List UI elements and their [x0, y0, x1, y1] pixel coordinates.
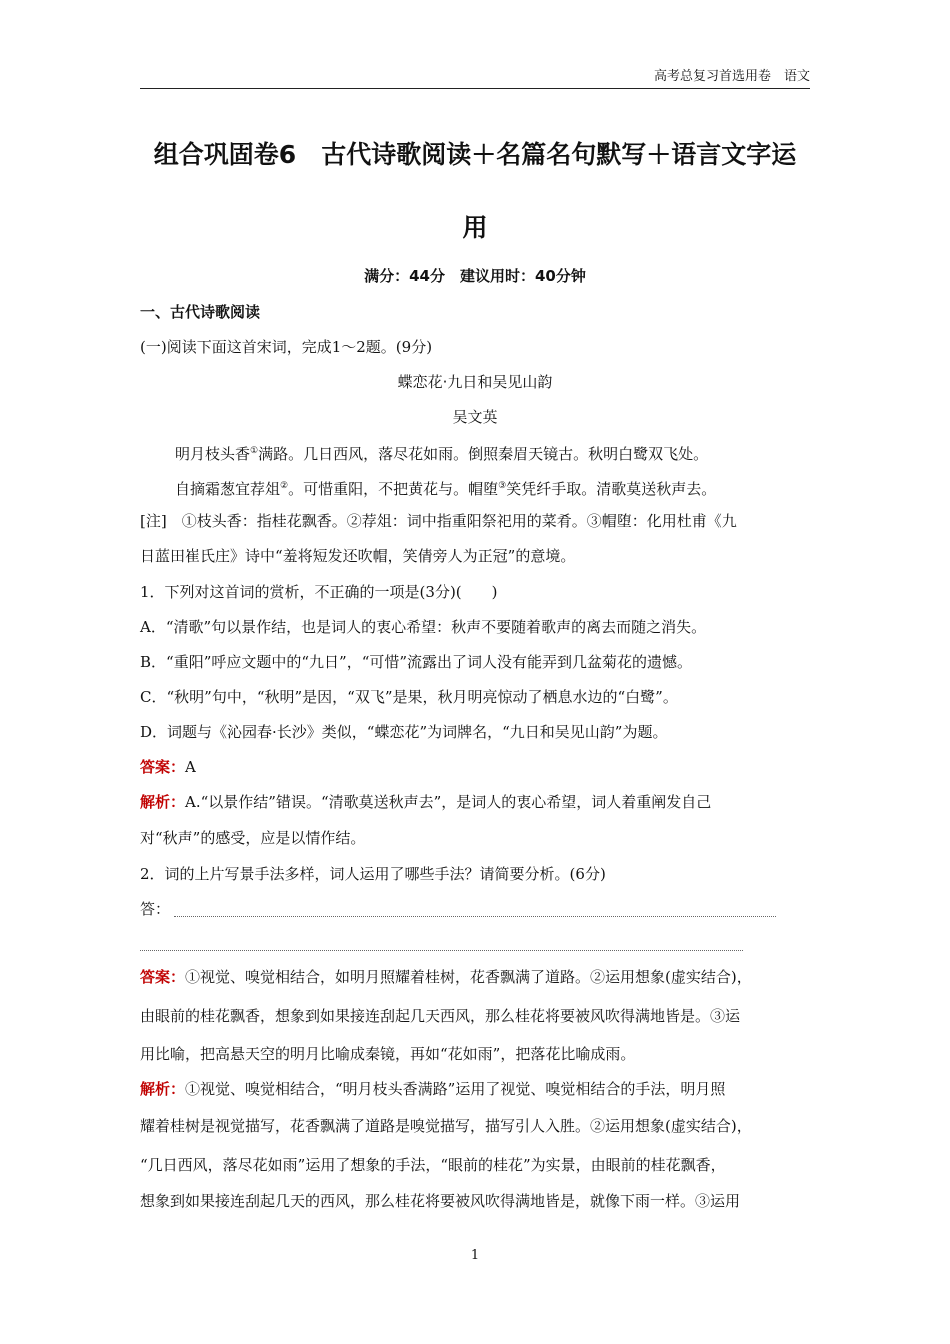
poem-line-2: 自摘霜葱宜荐俎②。可惜重阳，不把黄花与。帽堕③笑凭纤手取。清歌莫送秋声去。	[175, 480, 717, 498]
q2-analysis-2: 耀着桂树是视觉描写，花香飘满了道路是嗅觉描写，描写引人入胜。②运用想象(虚实结合)，	[140, 1117, 752, 1135]
notes-line-1: [注] ①枝头香：指桂花飘香。②荐俎：词中指重阳祭祀用的菜肴。③帽堕：化用杜甫《九	[140, 512, 737, 530]
footnote-mark: ③	[498, 481, 507, 491]
q1-analysis-1: 解析：A.“以景作结”错误。“清歌莫送秋声去”，是词人的衷心希望，词人着重阐发自己	[140, 793, 712, 811]
poem-title: 蝶恋花·九日和吴见山韵	[397, 373, 553, 391]
page-header: 高考总复习首选用卷 语文	[140, 68, 810, 89]
q2-analysis-3: “几日西风，落尽花如雨”运用了想象的手法，“眼前的桂花”为实景，由眼前的桂花飘香，	[140, 1156, 726, 1174]
option-a: A．“清歌”句以景作结，也是词人的衷心希望：秋声不要随着歌声的离去而随之消失。	[140, 618, 707, 636]
question-1: 1．下列对这首词的赏析，不正确的一项是(3分)( )	[140, 583, 498, 601]
analysis-label: 解析：	[140, 793, 186, 811]
footnote-mark: ②	[280, 481, 289, 491]
exam-meta: 满分：44分 建议用时：40分钟	[364, 267, 586, 285]
page-title-line2: 用	[462, 213, 488, 242]
answer-blank-line	[140, 950, 743, 951]
q2-analysis-1: 解析：①视觉、嗅觉相结合，“明月枝头香满路”运用了视觉、嗅觉相结合的手法，明月照	[140, 1080, 726, 1098]
question-2: 2．词的上片写景手法多样，词人运用了哪些手法？请简要分析。(6分)	[140, 865, 606, 883]
answer-blank-line	[174, 916, 776, 917]
answer-prompt: 答：	[140, 900, 171, 918]
option-c: C．“秋明”句中，“秋明”是因，“双飞”是果，秋月明亮惊动了栖息水边的“白鹭”。	[140, 688, 678, 706]
q2-answer-1: 答案：①视觉、嗅觉相结合，如明月照耀着桂树，花香飘满了道路。②运用想象(虚实结合)，	[140, 968, 752, 986]
answer-label: 答案：	[140, 758, 186, 776]
option-b: B．“重阳”呼应文题中的“九日”，“可惜”流露出了词人没有能弄到几盆菊花的遗憾。	[140, 653, 693, 671]
option-d: D．词题与《沁园春·长沙》类似，“蝶恋花”为词牌名，“九日和吴见山韵”为题。	[140, 723, 668, 741]
q2-answer-2: 由眼前的桂花飘香，想象到如果接连刮起几天西风，那么桂花将要被风吹得满地皆是。③运	[140, 1007, 741, 1025]
poem-line-1: 明月枝头香①满路。几日西风，落尽花如雨。倒照秦眉天镜古。秋明白鹭双飞处。	[175, 445, 709, 463]
analysis-label: 解析：	[140, 1080, 186, 1098]
footnote-mark: ①	[250, 446, 259, 456]
page-title-line1: 组合巩固卷6 古代诗歌阅读＋名篇名句默写＋语言文字运	[153, 140, 797, 169]
q2-answer-3: 用比喻，把高悬天空的明月比喻成秦镜，再如“花如雨”，把落花比喻成雨。	[140, 1045, 636, 1063]
q2-analysis-4: 想象到如果接连刮起几天的西风，那么桂花将要被风吹得满地皆是，就像下雨一样。③运用	[140, 1192, 741, 1210]
q1-answer: 答案：A	[140, 758, 196, 776]
page-number: 1	[470, 1248, 480, 1263]
notes-line-2: 日蓝田崔氏庄》诗中“羞将短发还吹帽，笑倩旁人为正冠”的意境。	[140, 547, 576, 565]
part-intro: (一)阅读下面这首宋词，完成1～2题。(9分)	[140, 338, 433, 356]
answer-label: 答案：	[140, 968, 186, 986]
section-heading: 一、古代诗歌阅读	[140, 303, 261, 321]
poem-author: 吴文英	[452, 408, 498, 426]
q1-analysis-2: 对“秋声”的感受，应是以情作结。	[140, 829, 366, 847]
